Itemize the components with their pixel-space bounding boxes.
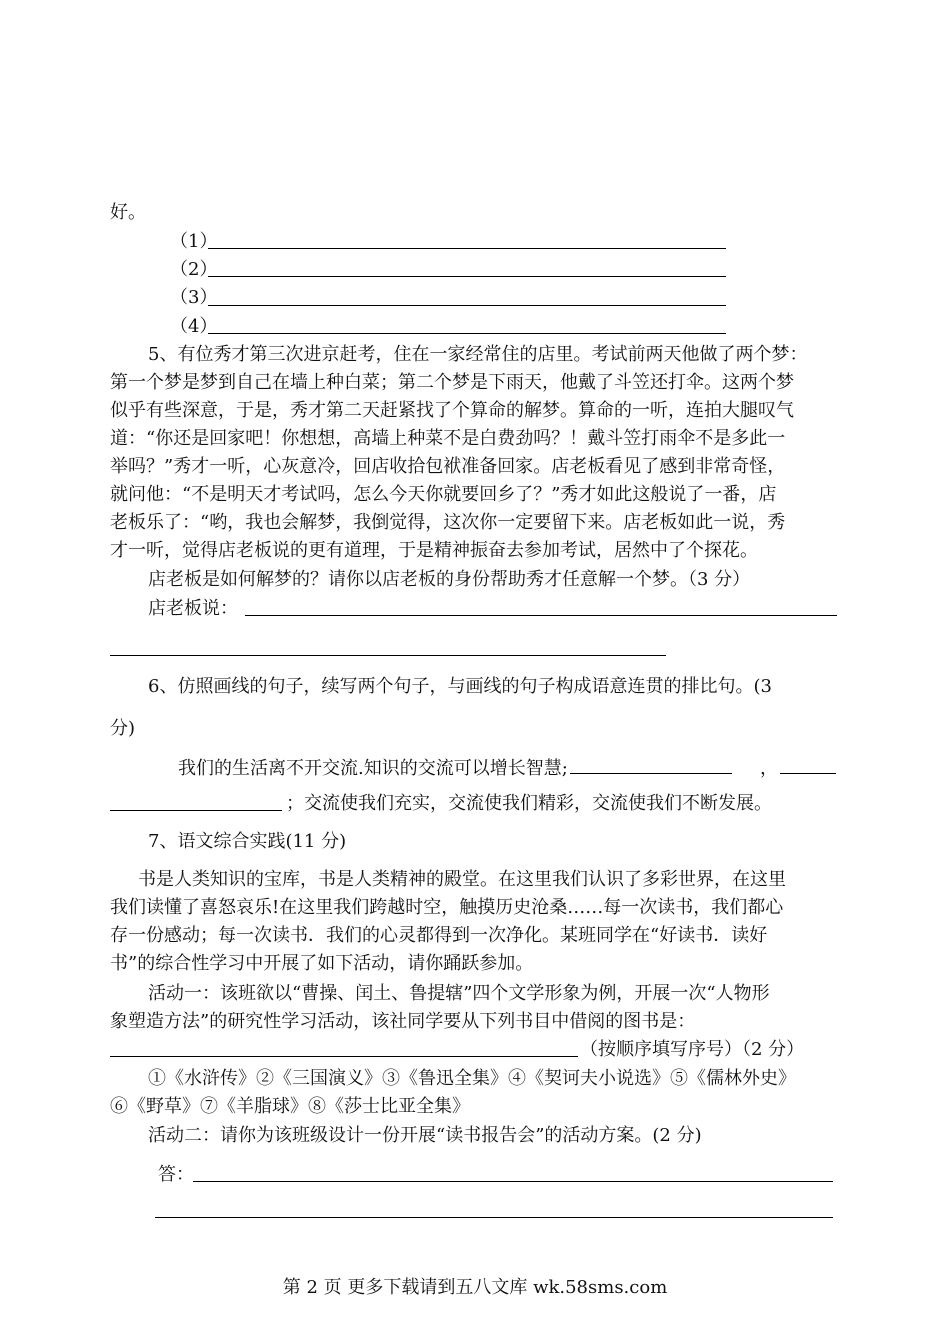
q7-activity1-answer-line[interactable] xyxy=(110,1056,578,1057)
q4-blank-line-4[interactable] xyxy=(208,333,726,334)
q4-blank-line-2[interactable] xyxy=(208,276,726,277)
q4-tail: 好。 xyxy=(110,202,146,223)
q5-line: 老板乐了：“哟，我也会解梦，我倒觉得，这次你一定要留下来。店老板如此一说，秀 xyxy=(110,512,786,533)
q4-blank-3 xyxy=(170,284,217,312)
q4-blank-label: （3） xyxy=(170,287,218,308)
q5-answer-line-1[interactable] xyxy=(245,615,837,616)
q4-blank-label: （4） xyxy=(170,316,218,337)
q7-activity2: 活动二：请你为该班级设计一份开展“读书报告会”的活动方案。(2 分) xyxy=(148,1125,702,1146)
q6-blank-1[interactable] xyxy=(570,773,732,774)
q4-blank-line-1[interactable] xyxy=(208,248,726,249)
page-footer: 第 2 页 更多下载请到五八文库 wk.58sms.com xyxy=(282,1277,668,1298)
q7-title: 7、语文综合实践(11 分) xyxy=(148,831,347,852)
q4-blank-1 xyxy=(170,228,217,256)
q6-blank-2-start[interactable] xyxy=(780,773,836,774)
q7-intro-line: 我们读懂了喜怒哀乐!在这里我们跨越时空，触摸历史沧桑……每一次读书，我们都心 xyxy=(110,897,784,918)
q4-blank-2 xyxy=(170,256,217,284)
q5-line: 就问他：“不是明天才考试吗，怎么今天你就要回乡了？”秀才如此这般说了一番，店 xyxy=(110,484,777,505)
q4-blank-line-3[interactable] xyxy=(208,305,726,306)
q6-sentence-start: 我们的生活离不开交流.知识的交流可以增长智慧; xyxy=(178,758,568,779)
q6-prompt-line1: 6、仿照画线的句子，续写两个句子，与画线的句子构成语意连贯的排比句。(3 xyxy=(148,676,772,697)
q7-intro-line: 存一份感动；每一次读书．我们的心灵都得到一次净化。某班同学在“好读书．读好 xyxy=(110,925,768,946)
q7-books-line1: ①《水浒传》②《三国演义》③《鲁迅全集》④《契诃夫小说选》⑤《儒林外史》 xyxy=(148,1068,796,1089)
q5-line: 第一个梦是梦到自己在墙上种白菜；第二个梦是下雨天，他戴了斗笠还打伞。这两个梦 xyxy=(110,372,794,393)
q7-activity1-hint: （按顺序填写序号）（2 分） xyxy=(580,1039,805,1060)
q6-sentence-end: ；交流使我们充实，交流使我们精彩，交流使我们不断发展。 xyxy=(286,793,772,814)
q6-blank-2-end[interactable] xyxy=(110,810,282,811)
q4-blank-4 xyxy=(170,313,217,341)
q7-intro-line: 书是人类知识的宝库，书是人类精神的殿堂。在这里我们认识了多彩世界，在这里 xyxy=(138,869,786,890)
q5-answer-line-2[interactable] xyxy=(110,655,666,656)
q6-comma: ， xyxy=(760,758,778,779)
q4-blank-label: （1） xyxy=(170,231,218,252)
q7-answer-label: 答： xyxy=(158,1164,194,1185)
q6-prompt-line2: 分) xyxy=(110,718,136,739)
q7-activity1-line: 活动一：该班欲以“曹操、闰土、鲁提辖”四个文学形象为例，开展一次“人物形 xyxy=(148,983,770,1004)
q5-question: 店老板是如何解梦的？请你以店老板的身份帮助秀才任意解一个梦。（3 分） xyxy=(148,569,751,590)
q5-line: 才一听，觉得店老板说的更有道理，于是精神振奋去参加考试，居然中了个探花。 xyxy=(110,540,758,561)
q5-answer-label: 店老板说： xyxy=(148,598,238,619)
q5-line: 道：“你还是回家吧！你想想，高墙上种菜不是白费劲吗？！戴斗笠打雨伞不是多此一 xyxy=(110,428,786,449)
q5-line: 5、有位秀才第三次进京赶考，住在一家经常住的店里。考试前两天他做了两个梦： xyxy=(148,344,808,365)
q5-line: 举吗？”秀才一听，心灰意冷，回店收拾包袱准备回家。店老板看见了感到非常奇怪， xyxy=(110,456,786,477)
q4-blank-label: （2） xyxy=(170,259,218,280)
q7-books-line2: ⑥《野草》⑦《羊脂球》⑧《莎士比亚全集》 xyxy=(110,1096,470,1117)
q7-activity1-line: 象塑造方法”的研究性学习活动，该社同学要从下列书目中借阅的图书是： xyxy=(110,1011,696,1032)
q7-answer-line-1[interactable] xyxy=(193,1181,833,1182)
q5-line: 似乎有些深意，于是，秀才第二天赶紧找了个算命的解梦。算命的一听，连拍大腿叹气 xyxy=(110,400,794,421)
q7-intro-line: 书”的综合性学习中开展了如下活动，请你踊跃参加。 xyxy=(110,953,534,974)
q7-answer-line-2[interactable] xyxy=(155,1217,833,1218)
